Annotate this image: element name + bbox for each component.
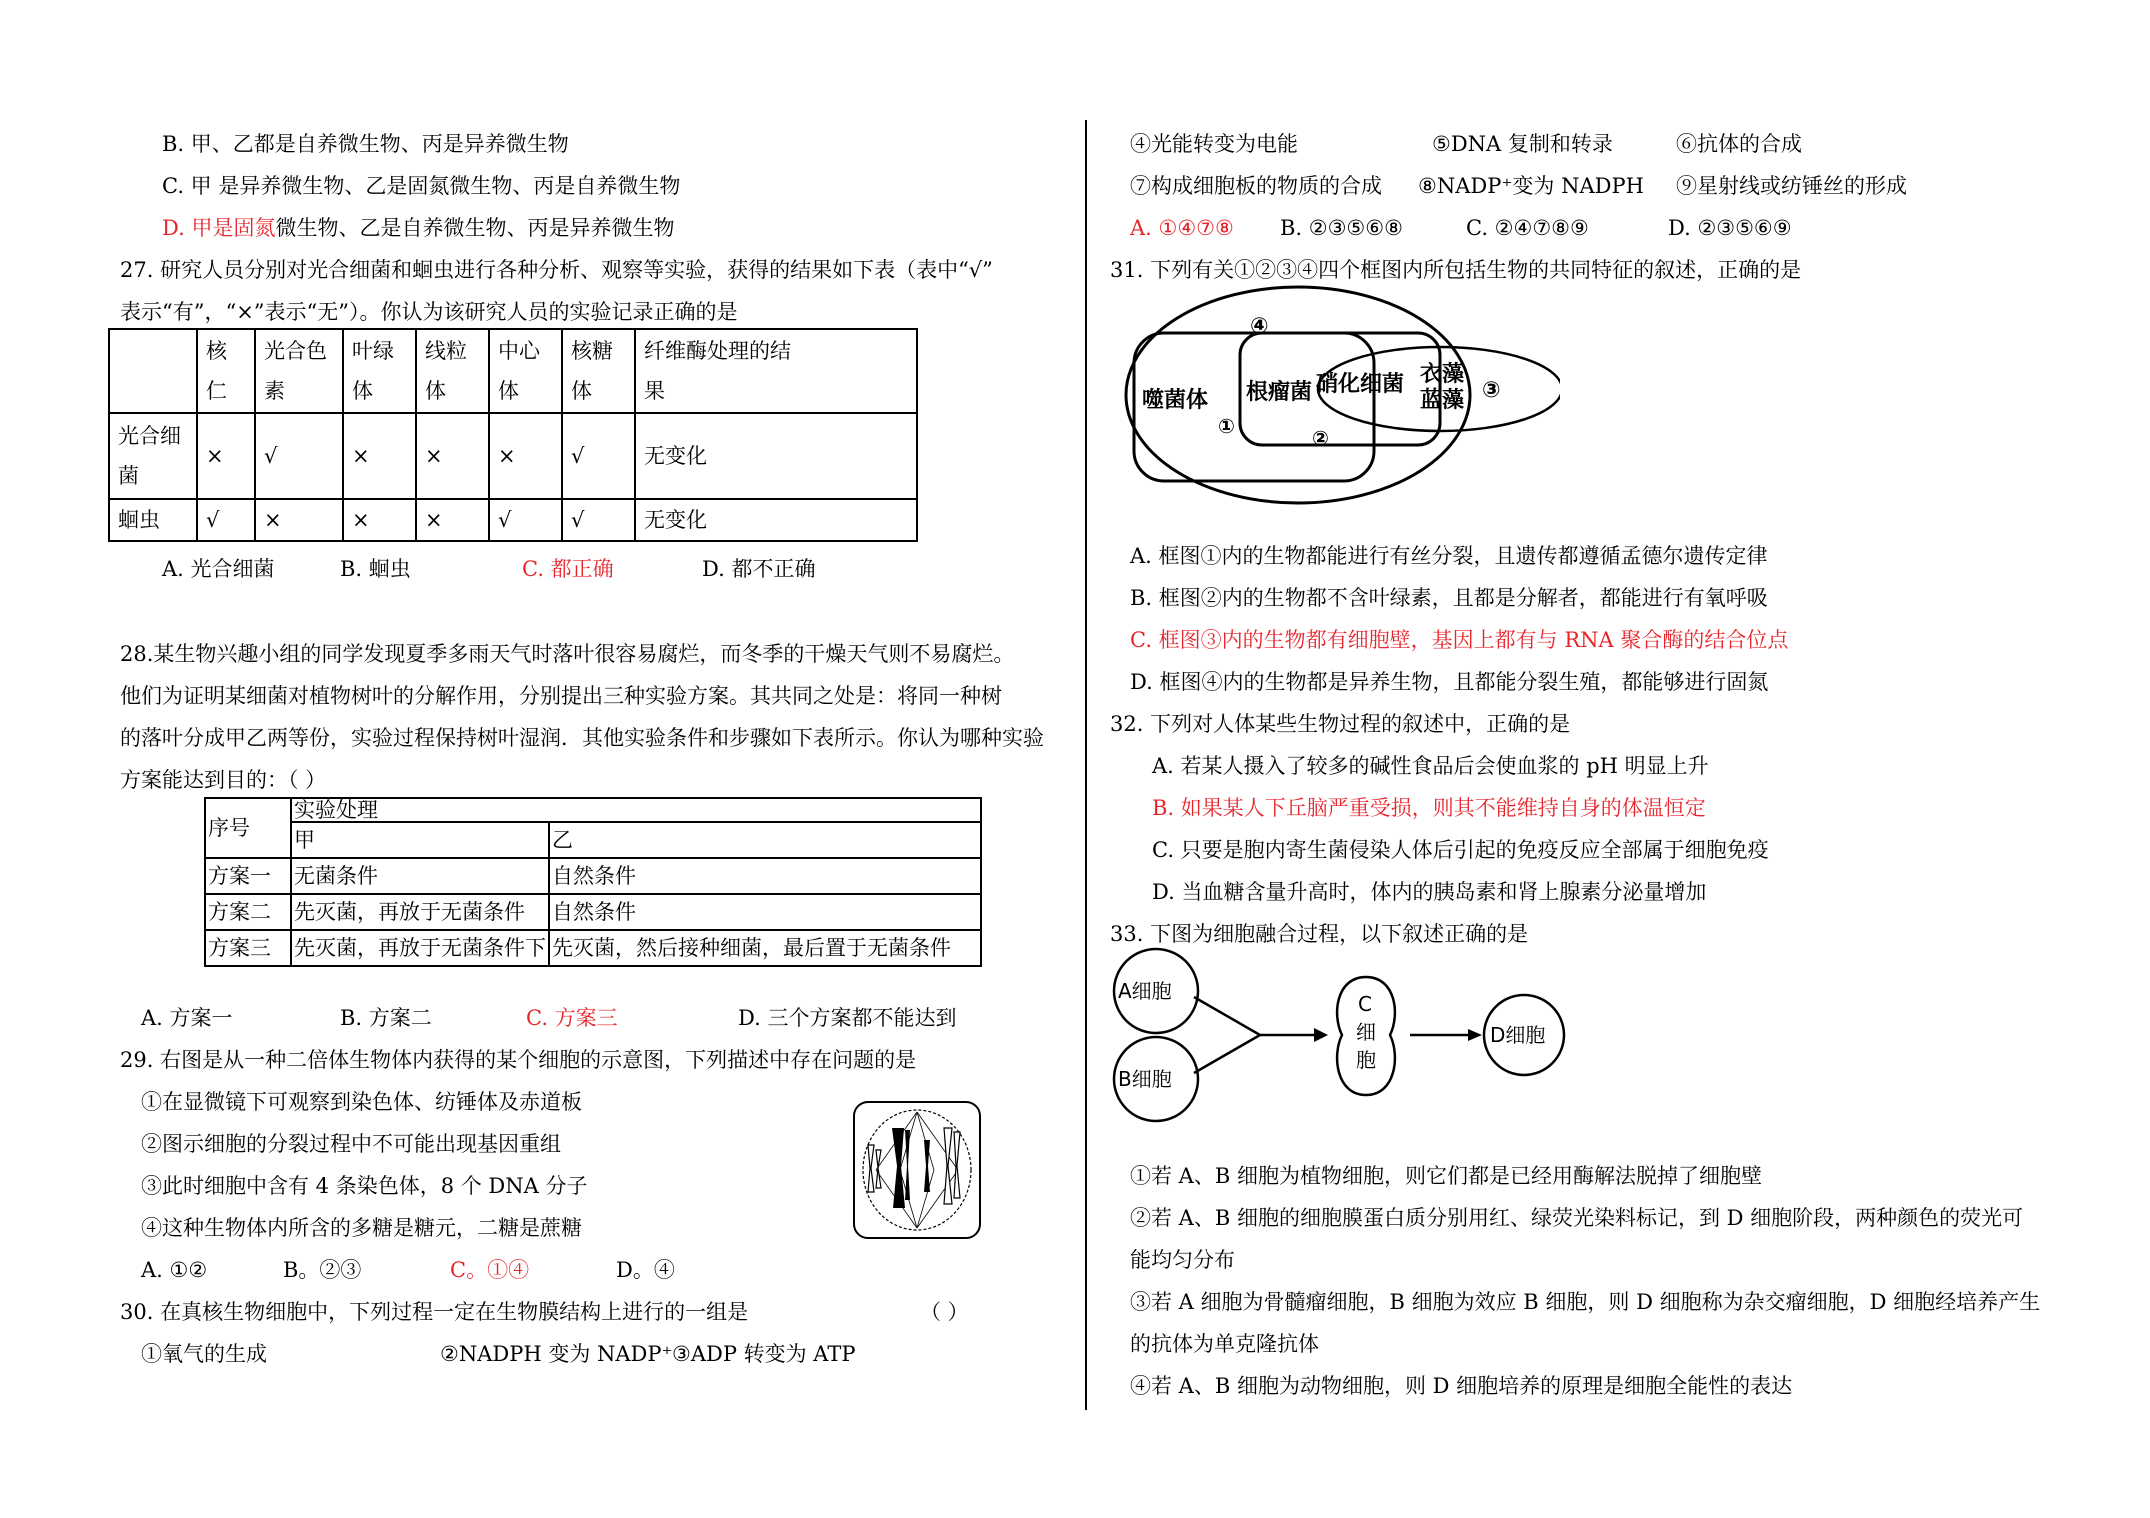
q28-table (204, 797, 982, 967)
q33-statement-2-line2: 能均匀分布 (1130, 1248, 1235, 1272)
q30-option-d: D. ②③⑤⑥⑨ (1668, 216, 1792, 240)
q27-table-cell: × (416, 499, 489, 541)
q28-table-cell: 先灭菌，再放于无菌条件 (291, 894, 549, 930)
q29-stem: 29. 右图是从一种二倍体生物体内获得的某个细胞的示意图，下列描述中存在问题的是 (120, 1048, 917, 1072)
q27-table-cell: 无变化 (635, 413, 917, 499)
q30-answer-paren: （ ） (920, 1300, 969, 1324)
q33-statement-4: ④若 A、B 细胞为动物细胞，则 D 细胞培养的原理是细胞全能性的表达 (1130, 1374, 1793, 1398)
q30-option-b: B. ②③⑤⑥⑧ (1280, 216, 1403, 240)
q29-statement-1: ①在显微镜下可观察到染色体、纺锤体及赤道板 (141, 1090, 582, 1114)
q33-statement-2-line1: ②若 A、B 细胞的细胞膜蛋白质分别用红、绿荧光染料标记，到 D 细胞阶段，两种颜色的荧光可 (1130, 1206, 2024, 1230)
q27-table-cell: √ (197, 499, 255, 541)
q29-statement-4: ④这种生物体内所含的多糖是糖元，二糖是蔗糖 (141, 1216, 582, 1240)
venn-label-alga1: 衣藻 (1420, 362, 1465, 387)
q27-table-cell: √ (562, 413, 635, 499)
q33-stem: 33. 下图为细胞融合过程，以下叙述正确的是 (1110, 922, 1529, 946)
q31-option-c: C. 框图③内的生物都有细胞壁，基因上都有与 RNA 聚合酶的结合位点 (1130, 628, 1789, 652)
venn-label-root: 根瘤菌 (1246, 380, 1313, 405)
venn-diagram (1120, 285, 1560, 525)
q28-table-proc-header: 实验处理 (291, 798, 981, 822)
venn-label-1: ① (1218, 414, 1235, 438)
q28-table-seq-header: 序号 (205, 798, 291, 858)
q27-table-cell: 无变化 (635, 499, 917, 541)
q26-option-c: C. 甲 是异养微生物、乙是固氮微生物、丙是自养微生物 (162, 174, 681, 198)
q27-table-row-name: 蛔虫 (109, 499, 197, 541)
q27-table-header-row (109, 329, 917, 413)
q28-table-cell: 先灭菌，然后接种细菌，最后置于无菌条件 (549, 930, 981, 966)
q27-table-cell: √ (562, 499, 635, 541)
q28-table-header-row (205, 798, 981, 822)
q31-option-d: D. 框图④内的生物都是异养生物，且都能分裂生殖，都能够进行固氮 (1130, 670, 1769, 694)
q30-item-5: ⑤DNA 复制和转录 (1432, 132, 1613, 156)
q28-table-yi-header: 乙 (549, 822, 981, 858)
q27-table-row-name: 光合细 菌 (109, 413, 197, 499)
cell-fusion-diagram (1110, 945, 1670, 1125)
q28-table-row (205, 930, 981, 966)
q26-option-d (162, 213, 674, 243)
q29-option-a: A. ①② (141, 1258, 208, 1282)
q31-option-b: B. 框图②内的生物都不含叶绿素，且都是分解者，都能进行有氧呼吸 (1130, 586, 1768, 610)
q30-stem: 30. 在真核生物细胞中，下列过程一定在生物膜结构上进行的一组是 (120, 1300, 749, 1324)
q27-table-header-cell: 核糖 体 (562, 329, 635, 413)
fusion-label-d: D细胞 (1490, 1023, 1546, 1047)
q31-option-a: A. 框图①内的生物都能进行有丝分裂，且遗传都遵循孟德尔遗传定律 (1130, 544, 1768, 568)
q32-stem: 32. 下列对人体某些生物过程的叙述中，正确的是 (1110, 712, 1571, 736)
q28-table-row (205, 858, 981, 894)
venn-label-nitro: 硝化细菌 (1316, 372, 1405, 397)
q28-stem-line2: 他们为证明某细菌对植物树叶的分解作用，分别提出三种实验方案。其共同之处是：将同一种树 (120, 684, 1002, 708)
q26-answer-highlight: D. 甲是固氮 (162, 216, 276, 240)
q33-statement-3-line1: ③若 A 细胞为骨髓瘤细胞，B 细胞为效应 B 细胞，则 D 细胞称为杂交瘤细胞，D 细胞经培养产生 (1130, 1290, 2041, 1314)
q30-option-a: A. ①④⑦⑧ (1130, 216, 1234, 240)
q28-table-cell: 先灭菌，再放于无菌条件下 (291, 930, 549, 966)
q28-table-row-name: 方案二 (205, 894, 291, 930)
q28-stem-line1: 28.某生物兴趣小组的同学发现夏季多雨天气时落叶很容易腐烂，而冬季的干燥天气则不易腐烂。 (120, 642, 1015, 666)
q30-item-7: ⑦构成细胞板的物质的合成 (1130, 174, 1382, 198)
q28-table-row (205, 894, 981, 930)
q30-item-4: ④光能转变为电能 (1130, 132, 1298, 156)
q27-table-row (109, 499, 917, 541)
q27-table-cell: × (343, 499, 416, 541)
q27-table-header-cell (109, 329, 197, 413)
fusion-label-c2: 细 (1356, 1020, 1376, 1044)
q27-table-header-cell: 纤维酶处理的结 果 (635, 329, 917, 413)
q27-table-row (109, 413, 917, 499)
q27-option-d: D. 都不正确 (702, 557, 816, 581)
fusion-label-c3: 胞 (1356, 1048, 1376, 1072)
q29-option-d: D。④ (616, 1258, 675, 1282)
q30-option-c: C. ②④⑦⑧⑨ (1466, 216, 1589, 240)
q27-table-header-cell: 光合色 素 (255, 329, 343, 413)
q29-statement-2: ②图示细胞的分裂过程中不可能出现基因重组 (141, 1132, 561, 1156)
q27-table-cell: × (416, 413, 489, 499)
q27-stem-line2: 表示“有”，“×”表示“无”）。你认为该研究人员的实验记录正确的是 (120, 300, 738, 324)
q33-statement-3-line2: 的抗体为单克隆抗体 (1130, 1332, 1319, 1356)
q27-table-header-cell: 中心 体 (489, 329, 562, 413)
q32-option-a: A. 若某人摄入了较多的碱性食品后会使血浆的 pH 明显上升 (1152, 754, 1709, 778)
q28-option-a: A. 方案一 (141, 1006, 233, 1030)
q30-item-9: ⑨星射线或纺锤丝的形成 (1676, 174, 1907, 198)
q27-table-header-cell: 线粒 体 (416, 329, 489, 413)
q27-table-header-cell: 叶绿 体 (343, 329, 416, 413)
q28-stem-line3: 的落叶分成甲乙两等份，实验过程保持树叶湿润．其他实验条件和步骤如下表所示。你认为哪种实验 (120, 726, 1044, 750)
q28-stem-line4: 方案能达到目的：（ ） (120, 768, 327, 792)
q32-option-d: D. 当血糖含量升高时，体内的胰岛素和肾上腺素分泌量增加 (1152, 880, 1707, 904)
q30-item-2: ②NADPH 变为 NADP⁺ (440, 1342, 673, 1366)
q27-table-header-cell: 核 仁 (197, 329, 255, 413)
q31-stem: 31. 下列有关①②③④四个框图内所包括生物的共同特征的叙述，正确的是 (1110, 258, 1802, 282)
q27-table-cell: × (197, 413, 255, 499)
q30-item-1: ①氧气的生成 (141, 1342, 267, 1366)
q27-option-b: B. 蛔虫 (340, 557, 411, 581)
q28-option-d: D. 三个方案都不能达到 (738, 1006, 957, 1030)
q28-table-cell: 自然条件 (549, 894, 981, 930)
q27-stem-line1: 27. 研究人员分别对光合细菌和蛔虫进行各种分析、观察等实验，获得的结果如下表（表中“√” (120, 258, 993, 282)
q27-option-c: C. 都正确 (522, 557, 614, 581)
cell-division-figure (852, 1100, 982, 1240)
q28-table-cell: 自然条件 (549, 858, 981, 894)
q29-option-c: C。①④ (450, 1258, 530, 1282)
q29-statement-3: ③此时细胞中含有 4 条染色体，8 个 DNA 分子 (141, 1174, 588, 1198)
q28-table-jia-header: 甲 (291, 822, 549, 858)
q30-item-6: ⑥抗体的合成 (1676, 132, 1802, 156)
fusion-label-a: A细胞 (1118, 979, 1172, 1003)
q27-table (108, 328, 918, 542)
q27-table-cell: √ (489, 499, 562, 541)
q32-option-c: C. 只要是胞内寄生菌侵染人体后引起的免疫反应全部属于细胞免疫 (1152, 838, 1769, 862)
fusion-label-c1: C (1358, 992, 1372, 1016)
venn-label-4: ④ (1250, 314, 1269, 339)
q28-table-cell: 无菌条件 (291, 858, 549, 894)
q28-table-row-name: 方案一 (205, 858, 291, 894)
q32-option-b: B. 如果某人下丘脑严重受损，则其不能维持自身的体温恒定 (1152, 796, 1706, 820)
q30-item-8: ⑧NADP⁺变为 NADPH (1418, 174, 1644, 198)
q28-table-row-name: 方案三 (205, 930, 291, 966)
q27-option-a: A. 光合细菌 (162, 557, 275, 581)
q29-option-b: B。②③ (283, 1258, 362, 1282)
q28-option-c: C. 方案三 (526, 1006, 618, 1030)
column-divider (1085, 120, 1087, 1410)
q28-option-b: B. 方案二 (340, 1006, 432, 1030)
q27-table-cell: × (343, 413, 416, 499)
q27-table-cell: × (489, 413, 562, 499)
q28-table-subheader-row (205, 822, 981, 858)
q27-table-cell: × (255, 499, 343, 541)
venn-label-alga2: 蓝藻 (1420, 388, 1465, 413)
venn-label-phage: 噬菌体 (1142, 388, 1209, 413)
q33-statement-1: ①若 A、B 细胞为植物细胞，则它们都是已经用酶解法脱掉了细胞壁 (1130, 1164, 1762, 1188)
q30-item-3: ③ADP 转变为 ATP (672, 1342, 856, 1366)
venn-label-2: ② (1312, 426, 1329, 450)
q27-table-cell: √ (255, 413, 343, 499)
q26-option-d-rest: 微生物、乙是自养微生物、丙是异养微生物 (275, 216, 675, 240)
q26-option-b: B. 甲、乙都是自养微生物、丙是异养微生物 (162, 132, 569, 156)
fusion-label-b: B细胞 (1118, 1067, 1172, 1091)
venn-label-3: ③ (1482, 378, 1501, 403)
